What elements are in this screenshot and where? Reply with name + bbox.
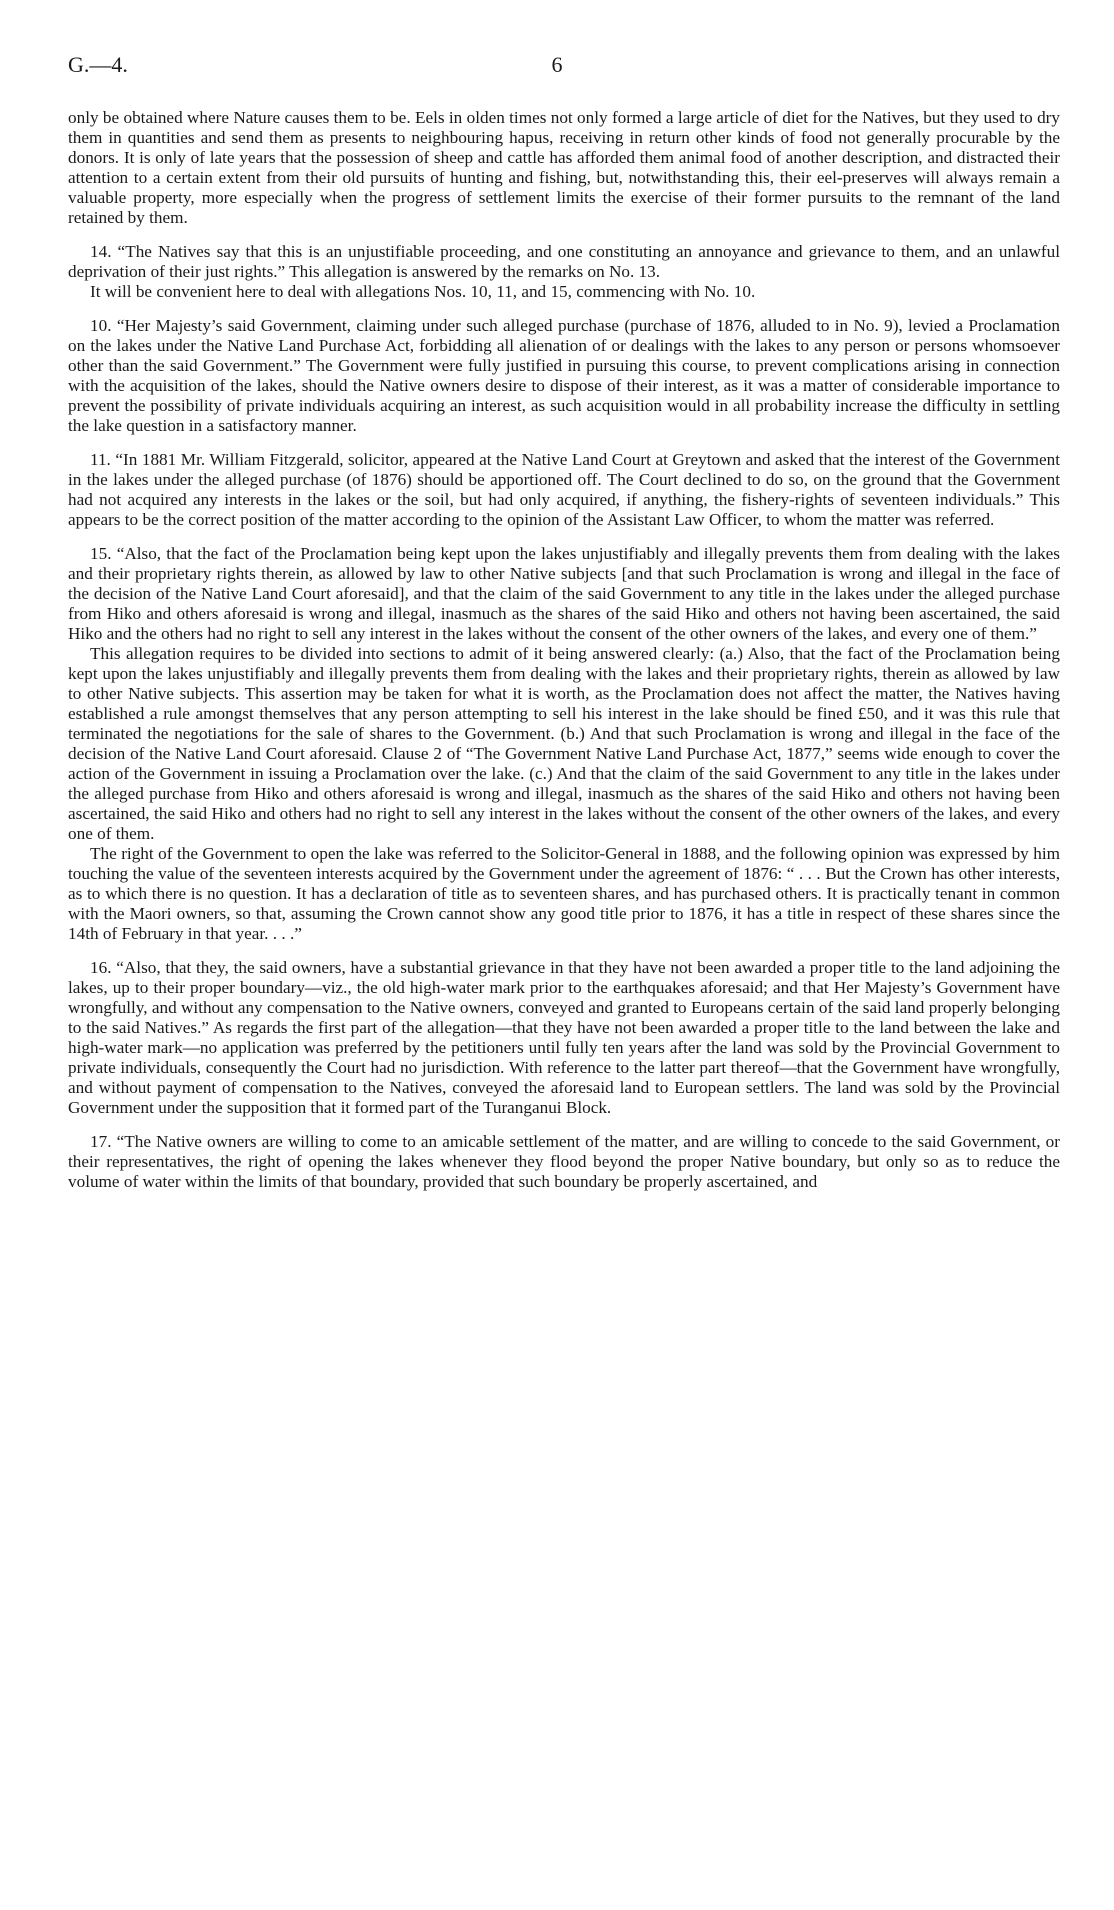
page-body xyxy=(68,108,1060,1192)
paragraph-eel-preserves: only be obtained where Nature causes them to be. Eels in olden times not only formed a large article of diet for the Natives, but they used to dry them in quantities and send them as presents to neighbouring hapus, receiving in return other kinds of food not generally procurable by the donors. It is only of late years that the possession of sheep and cattle has afforded them animal food of another description, and distracted their attention to a certain extent from their old pursuits of hunting and fishing, but, notwithstanding this, their eel-preserves will always remain a valuable property, more especially when the progress of settlement limits the exercise of their former pursuits to the remnant of the land retained by them. xyxy=(68,108,1060,227)
page-number: 6 xyxy=(551,52,563,77)
page-header xyxy=(68,52,1046,82)
paragraph-allegation-17: 17. “The Native owners are willing to come to an amicable settlement of the matter, and are willing to concede to the said Government, or their representatives, the right of opening the lakes whenever they flood beyond the proper Native boundary, but only so as to reduce the volume of water within the limits of that boundary, provided that such boundary be properly ascertained, and xyxy=(68,1132,1060,1191)
paragraph-allegation-11: 11. “In 1881 Mr. William Fitzgerald, solicitor, appeared at the Native Land Court at Greytown and asked that the interest of the Government in the lakes under the alleged purchase (of 1876) should be apportioned off. The Court declined to do so, on the ground that the Government had not acquired any interests in the lakes or the soil, but had only acquired, if anything, the fishery-rights of seventeen individuals.” This appears to be the correct position of the matter according to the opinion of the Assistant Law Officer, to whom the matter was referred. xyxy=(68,450,1060,529)
document-reference: G.—4. xyxy=(68,52,128,77)
paragraph-transition: It will be convenient here to deal with allegations Nos. 10, 11, and 15, commencing with No. 10. xyxy=(90,282,756,301)
paragraph-allegation-15-answer: This allegation requires to be divided into sections to admit of it being answered clearly: (a.) Also, that the fact of the Proclamation being kept upon the lakes unjustifiably and illegally prevents them from dealing with the lakes and their proprietary rights, therein as allowed by law to other Native subjects. This assertion may be taken for what it is worth, as the Proclamation does not affect the matter, the Natives having established a rule amongst themselves that any person attempting to sell his interest in the lake should be fined £50, and it was this rule that terminated the negotiations for the sale of shares to the Government. (b.) And that such Proclamation is wrong and illegal in the face of the decision of the Native Land Court aforesaid. Clause 2 of “The Government Native Land Purchase Act, 1877,” seems wide enough to cover the action of the Government in issuing a Proclamation over the lake. (c.) And that the claim of the said Government to any title in the lakes under the alleged purchase from Hiko and others aforesaid is wrong and illegal, inasmuch as the shares of the said Hiko and others not having been ascertained, the said Hiko and others had no right to sell any interest in the lakes without the consent of the other owners of the lakes, and every one of them. xyxy=(68,644,1060,843)
paragraph-solicitor-general-opinion: The right of the Government to open the lake was referred to the Solicitor-General in 1888, and the following opinion was expressed by him touching the value of the seventeen interests acquired by the Government under the agreement of 1876: “ . . . But the Crown has other interests, as to which there is no question. It has a declaration of title as to seventeen shares, and has purchased others. It is practically tenant in common with the Maori owners, so that, assuming the Crown cannot show any good title prior to 1876, it has a title in respect of these shares since the 14th of February in that year. . . .” xyxy=(68,844,1060,943)
paragraph-allegation-14: 14. “The Natives say that this is an unjustifiable proceeding, and one constituting an annoyance and grievance to them, and an unlawful deprivation of their just rights.” This allegation is answered by the remarks on No. 13. xyxy=(68,242,1060,281)
paragraph-allegation-16: 16. “Also, that they, the said owners, have a substantial grievance in that they have not been awarded a proper title to the land adjoining the lakes, up to their proper boundary—viz., the old high-water mark prior to the earthquakes aforesaid; and that Her Majesty’s Government have wrongfully, and without any compensation to the Native owners, conveyed and granted to Europeans certain of the said land properly belonging to the said Natives.” As regards the first part of the allegation—that they have not been awarded a proper title to the land between the lake and high-water mark—no application was preferred by the petitioners until fully ten years after the land was sold by the Provincial Government to private individuals, consequently the Court had no jurisdiction. With reference to the latter part thereof—that the Government have wrongfully, and without payment of compensation to the Natives, conveyed the aforesaid land to European settlers. The land was sold by the Provincial Government under the supposition that it formed part of the Turanganui Block. xyxy=(68,958,1060,1117)
paragraph-allegation-10: 10. “Her Majesty’s said Government, claiming under such alleged purchase (purchase of 1876, alluded to in No. 9), levied a Proclamation on the lakes under the Native Land Purchase Act, forbidding all alienation of or dealings with the lakes to any person or persons whomsoever other than the said Government.” The Government were fully justified in pursuing this course, to prevent complications arising in connection with the acquisition of the lakes, should the Native owners desire to dispose of their interest, as it was a matter of considerable importance to prevent the possibility of private individuals acquiring an interest, as such acquisition would in all probability increase the difficulty in settling the lake question in a satisfactory manner. xyxy=(68,316,1060,435)
paragraph-allegation-15: 15. “Also, that the fact of the Proclamation being kept upon the lakes unjustifiably and illegally prevents them from dealing with the lakes and their proprietary rights therein, as allowed by law to other Native subjects [and that such Proclamation is wrong and illegal in the face of the decision of the Native Land Court aforesaid], and that the claim of the said Government to any title in the lakes under the alleged purchase from Hiko and others aforesaid is wrong and illegal, inasmuch as the shares of the said Hiko and others not having been ascertained, the said Hiko and the others had no right to sell any interest in the lakes without the consent of the other owners of the lakes, and every one of them.” xyxy=(68,544,1060,643)
